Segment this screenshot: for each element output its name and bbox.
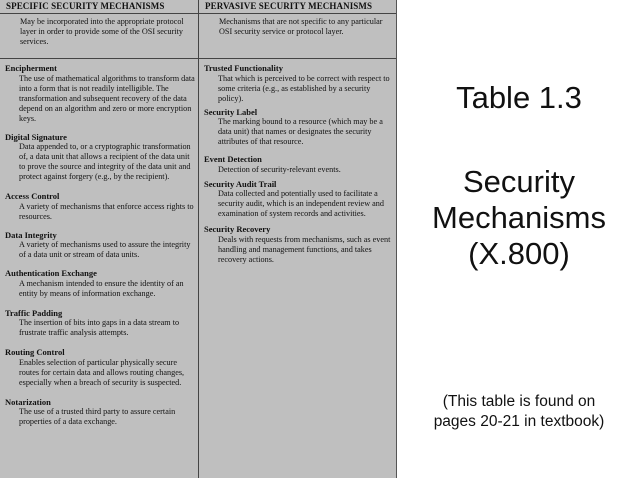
mechanism-description: The use of a trusted third party to assure certain properties of a data exchange. (19, 407, 176, 426)
mechanism-description: The marking bound to a resource (which may be a data unit) that names or designates the security attributes of that resource. (218, 117, 383, 146)
mechanism-description: Data collected and potentially used to facilitate a security audit, which is an independent review and examination of system records and activities. (218, 189, 384, 218)
slide-title: Table 1.3 (456, 80, 582, 115)
mechanism-description: Data appended to, or a cryptographic transformation of, a data unit that allows a recipient of the data unit to prove the source and integrity of the data unit and protect against forgery (e.g., by the recipient). (19, 142, 191, 181)
mechanism-description: Deals with requests from mechanisms, such as event handling and management functions, and takes recovery actions. (218, 234, 391, 264)
mechanism-entry (0, 63, 198, 124)
mechanism-entry (199, 179, 396, 220)
mechanism-title: Authentication Exchange (5, 268, 97, 278)
mechanism-entry (0, 397, 198, 428)
mechanism-entry (0, 132, 198, 183)
mechanism-description: The use of mathematical algorithms to transform data into a form that is not readily intelligible. The transformation and subsequent recovery of the data depend on an algorithm and zero or more encryption keys. (19, 73, 195, 123)
mechanism-entry (199, 224, 396, 265)
mechanism-entry (199, 107, 396, 148)
specific-mechanisms-column (0, 0, 198, 478)
note-line: pages 20-21 in textbook) (433, 413, 605, 430)
slide-caption-panel (400, 0, 638, 478)
mechanism-title: Security Recovery (204, 224, 271, 234)
mechanism-description: Detection of security-relevant events. (218, 164, 341, 174)
pervasive-mechanisms-intro: Mechanisms that are not specific to any particular OSI security service or protocol layer. (199, 14, 396, 59)
mechanism-description: The insertion of bits into gaps in a data stream to frustrate traffic analysis attempts. (19, 318, 180, 337)
mechanism-title: Notarization (5, 396, 51, 407)
mechanism-description: That which is perceived to be correct with respect to some criteria (e.g., as established by a security policy). (218, 73, 390, 103)
mechanism-title: Security Audit Trail (204, 178, 277, 189)
mechanism-title: Digital Signature (5, 131, 67, 142)
mechanism-title: Data Integrity (5, 229, 57, 240)
mechanism-entry (0, 230, 198, 261)
mechanism-description: A variety of mechanisms used to assure the integrity of a data unit or stream of data units. (19, 240, 191, 259)
specific-mechanisms-intro: May be incorporated into the appropriate protocol layer in order to provide some of the OSI security services. (0, 14, 198, 59)
mechanism-description: A variety of mechanisms that enforce access rights to resources. (19, 201, 194, 221)
textbook-note (400, 392, 638, 432)
mechanism-entry (0, 347, 198, 388)
mechanism-title: Event Detection (204, 154, 262, 164)
subtitle-line: Security (463, 164, 575, 199)
mechanism-title: Security Label (204, 106, 258, 117)
mechanism-title: Trusted Functionality (204, 63, 283, 73)
mechanism-entry (0, 308, 198, 339)
mechanism-entry (199, 63, 396, 104)
mechanism-title: Routing Control (5, 347, 65, 357)
mechanism-title: Traffic Padding (5, 307, 63, 318)
subtitle-line: (X.800) (468, 236, 570, 271)
pervasive-mechanisms-list (199, 60, 396, 265)
mechanism-title: Encipherment (5, 63, 57, 73)
specific-mechanisms-list (0, 60, 198, 427)
subtitle-line: Mechanisms (432, 200, 606, 235)
slide-subtitle (400, 164, 638, 272)
mechanism-description: Enables selection of particular physically secure routes for certain data and allows routing changes, especially when a breach of security is suspected. (19, 357, 185, 387)
mechanism-title: Access Control (5, 191, 60, 201)
mechanism-entry (0, 268, 198, 299)
mechanism-description: A mechanism intended to ensure the identity of an entity by means of information exchange. (19, 278, 184, 298)
note-line: (This table is found on (442, 393, 596, 410)
pervasive-mechanisms-header: PERVASIVE SECURITY MECHANISMS (199, 0, 396, 14)
pervasive-mechanisms-column (199, 0, 396, 478)
mechanism-entry (199, 154, 396, 175)
specific-mechanisms-header: SPECIFIC SECURITY MECHANISMS (0, 0, 198, 14)
mechanism-entry (0, 191, 198, 222)
